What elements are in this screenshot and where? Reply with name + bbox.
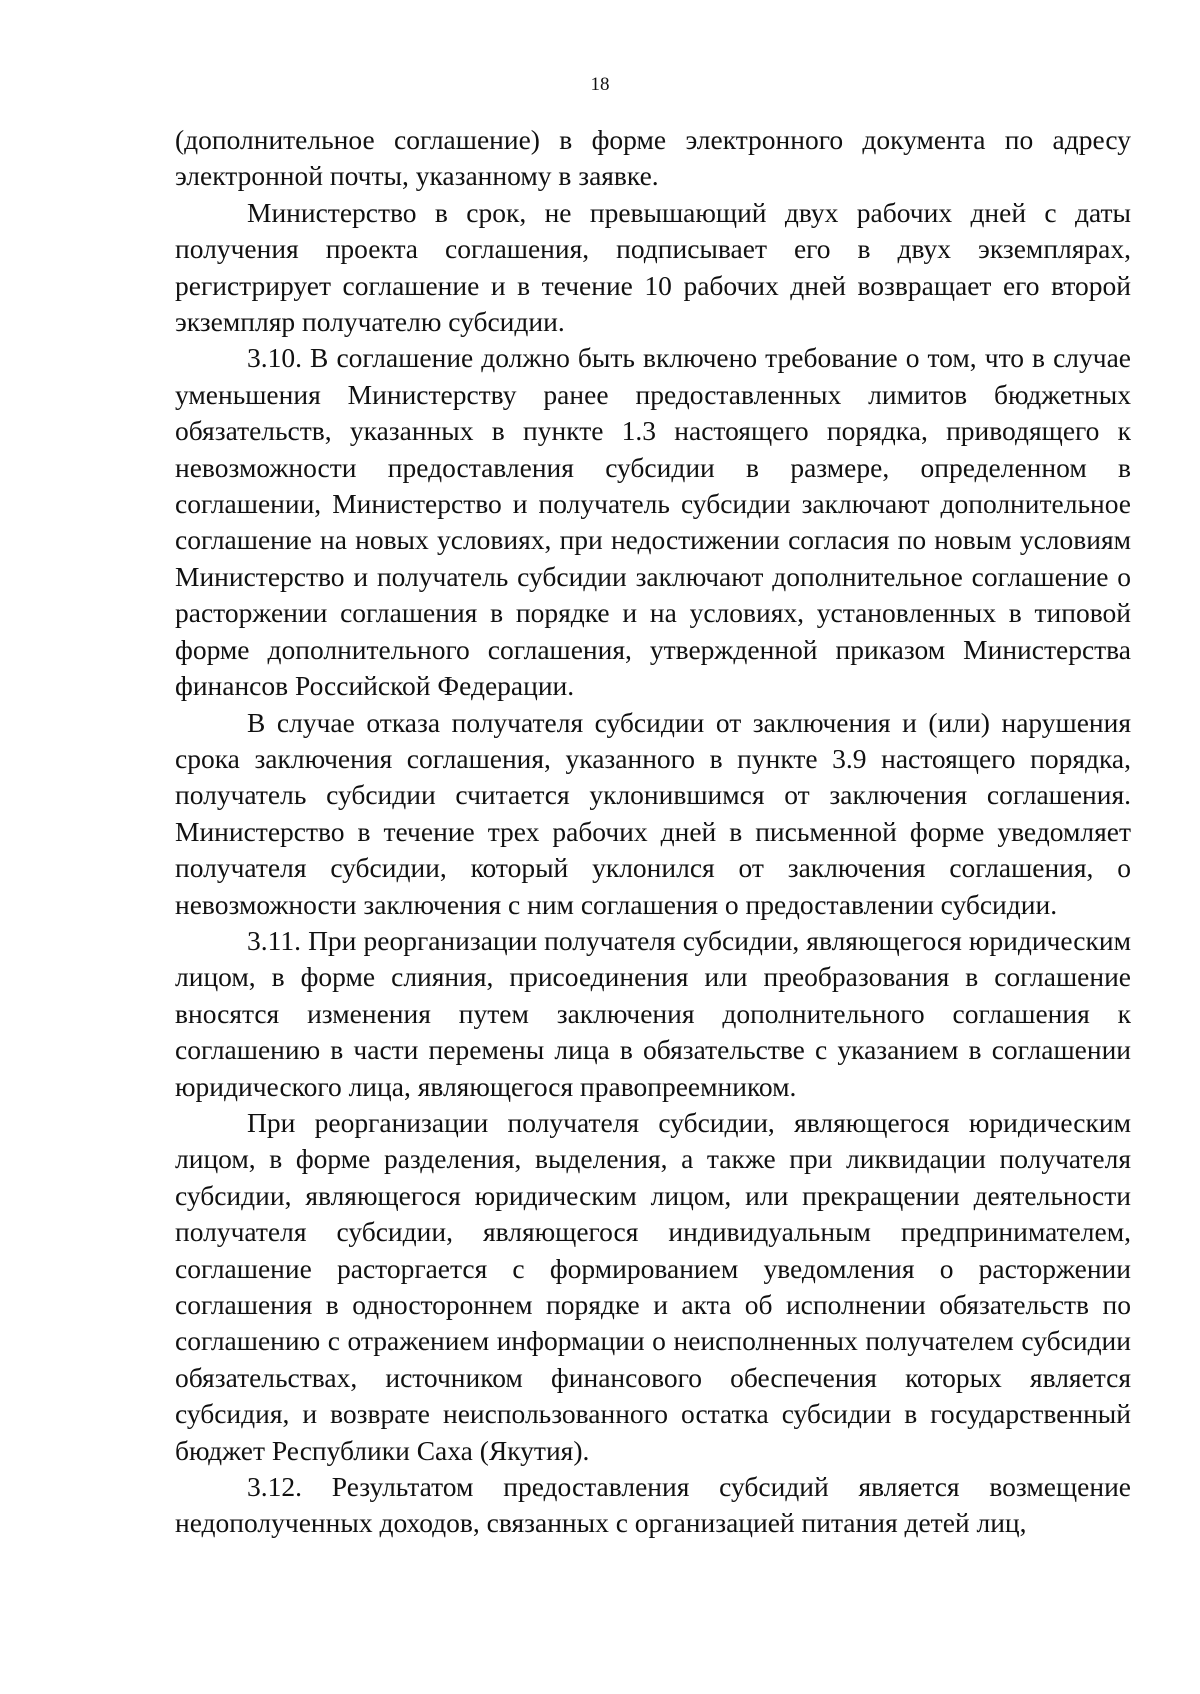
paragraph-continuation: (дополнительное соглашение) в форме электронного документа по адресу электронной почты, указанному в заявке. — [175, 124, 1131, 192]
paragraph-3-11: 3.11. При реорганизации получателя субсидии, являющегося юридическим лицом, в форме слияния, присоединения или преобразования в соглашение вносятся изменения путем заключения дополнительного соглашения к соглашению в части перемены лица в обязательстве с указанием в соглашении юридического лица, являющегося правопреемником. — [175, 924, 1131, 1102]
paragraph-3-10: 3.10. В соглашение должно быть включено требование о том, что в случае уменьшения Министерству ранее предоставленных лимитов бюджетных обязательств, указанных в пункте 1.3 настоящего порядка, приводящего к невозможности предоставления субсидии в размере, определенном в соглашении, Министерство и получатель субсидии заключают дополнительное соглашение на новых условиях, при недостижении согласия по новым условиям Министерство и получатель субсидии заключают дополнительное соглашение о расторжении соглашения в порядке и на условиях, установленных в типовой форме дополнительного соглашения, утвержденной приказом Министерства финансов Российской Федерации. — [175, 342, 1131, 702]
page-number: 18 — [590, 74, 610, 95]
paragraph-ministry-signing: Министерство в срок, не превышающий двух рабочих дней с даты получения проекта соглашения, подписывает его в двух экземплярах, регистрирует соглашение и в течение 10 рабочих дней возвращает его второй экземпляр получателю субсидии. — [175, 196, 1131, 338]
paragraph-reorganization: При реорганизации получателя субсидии, являющегося юридическим лицом, в форме разделения, выделения, а также при ликвидации получателя субсидии, являющегося юридическим лицом, или прекращении деятельности получателя субсидии, являющегося индивидуальным предпринимателем, соглашение расторгается с формированием уведомления о расторжении соглашения в одностороннем порядке и акта об исполнении обязательств по соглашению с отражением информации о неисполненных получателем субсидии обязательствах, источником финансового обеспечения которых является субсидия, и возврате неиспользованного остатка субсидии в государственный бюджет Республики Саха (Якутия). — [175, 1106, 1131, 1466]
paragraph-refusal: В случае отказа получателя субсидии от заключения и (или) нарушения срока заключения соглашения, указанного в пункте 3.9 настоящего порядка, получатель субсидии считается уклонившимся от заключения соглашения. Министерство в течение трех рабочих дней в письменной форме уведомляет получателя субсидии, который уклонился от заключения соглашения, о невозможности заключения с ним соглашения о предоставлении субсидии. — [175, 706, 1131, 920]
paragraph-3-12: 3.12. Результатом предоставления субсидий является возмещение недополученных доходов, связанных с организацией питания детей лиц, — [175, 1471, 1131, 1539]
document-body — [175, 122, 1131, 1542]
